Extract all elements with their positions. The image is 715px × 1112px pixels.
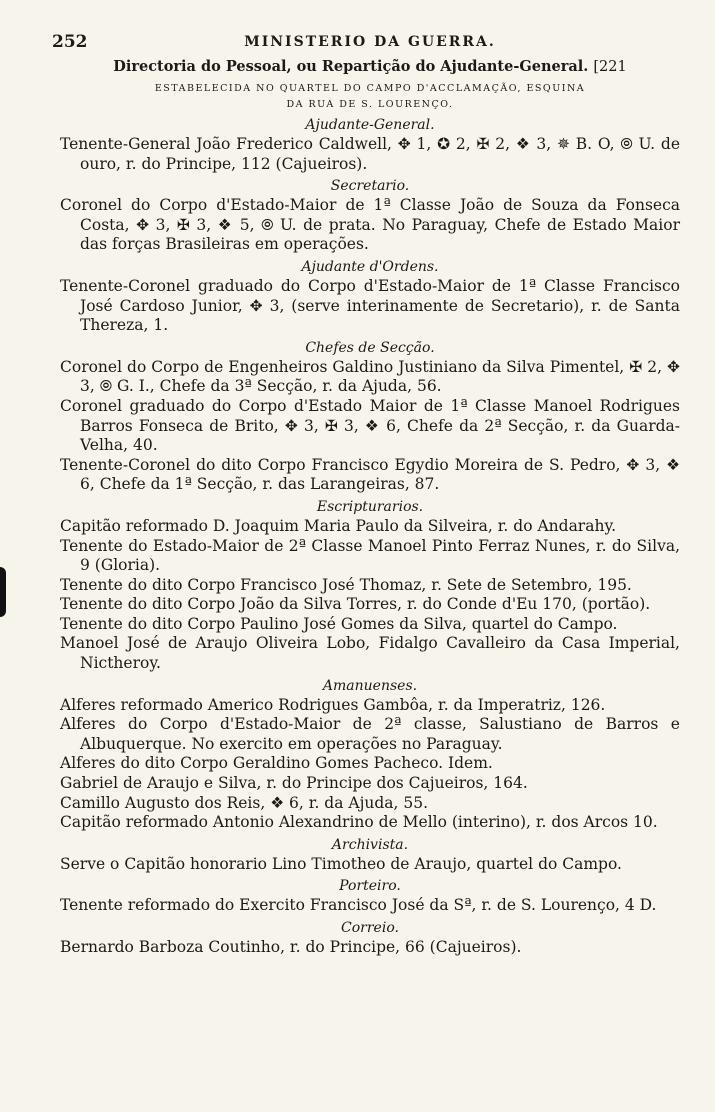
section-title-amanuenses: Amanuenses. xyxy=(322,677,418,694)
section-title-porteiro: Porteiro. xyxy=(339,878,401,895)
section-title-ajudante-general: Ajudante-General. xyxy=(305,117,435,133)
list-entry: Tenente do dito Corpo João da Silva Torres, r. do Conde d'Eu 170, (portão). xyxy=(60,595,651,614)
ink-blot xyxy=(0,567,6,617)
list-entry: Tenente-Coronel graduado do Corpo d'Estado-Maior de 1ª Classe Francisco José Cardoso Junior, ✥ 3, (serve interinamente de Secretario), r. de Santa Thereza, 1. xyxy=(60,276,680,335)
department-title: Directoria do Pessoal, ou Repartição do Ajudante-General. xyxy=(113,58,589,75)
section-title-escripturarios: Escripturarios. xyxy=(316,498,424,515)
section-title-archivista: Archivista. xyxy=(331,836,409,853)
list-entry: Gabriel de Araujo e Silva, r. do Principe dos Cajueiros, 164. xyxy=(60,774,528,793)
department-heading xyxy=(60,57,680,77)
list-entry: Serve o Capitão honorario Lino Timotheo de Araujo, quartel do Campo. xyxy=(60,854,622,873)
department-ref: [221 xyxy=(593,59,627,75)
list-entry: Alferes do Corpo d'Estado-Maior de 2ª classe, Salustiano de Barros e Albuquerque. No exercito em operações no Paraguay. xyxy=(60,715,680,753)
list-entry: Tenente do dito Corpo Francisco José Thomaz, r. Sete de Setembro, 195. xyxy=(60,575,632,594)
establishment-line-2: DA RUA DE S. LOURENÇO. xyxy=(286,99,454,110)
running-title: MINISTERIO DA GUERRA. xyxy=(244,34,496,50)
list-entry: Capitão reformado Antonio Alexandrino de Mello (interino), r. dos Arcos 10. xyxy=(60,813,658,832)
section-title-chefes-seccao: Chefes de Secção. xyxy=(305,339,435,356)
list-entry: Tenente-General João Frederico Caldwell, ✥ 1, ✪ 2, ✠ 2, ❖ 3, ✵ B. O, ⦾ U. de ouro, r. do Principe, 112 (Cajueiros). xyxy=(60,135,680,173)
list-entry: Bernardo Barboza Coutinho, r. do Principe, 66 (Cajueiros). xyxy=(60,938,522,956)
list-entry: Alferes reformado Americo Rodrigues Gambôa, r. da Imperatriz, 126. xyxy=(60,695,606,714)
list-entry: Capitão reformado D. Joaquim Maria Paulo da Silveira, r. do Andarahy. xyxy=(60,516,617,535)
almanac-page xyxy=(52,30,680,958)
list-entry: Coronel do Corpo de Engenheiros Galdino Justiniano da Silva Pimentel, ✠ 2, ✥ 3, ⦾ G. I., Chefe da 3ª Secção, r. da Ajuda, 56. xyxy=(60,357,680,396)
establishment-line-1: ESTABELECIDA NO QUARTEL DO CAMPO D'ACCLAMAÇÃO, ESQUINA xyxy=(154,83,586,94)
establishment-note xyxy=(60,81,680,113)
list-entry: Tenente reformado do Exercito Francisco José da Sª, r. de S. Lourenço, 4 D. xyxy=(60,896,657,915)
section-title-secretario: Secretario. xyxy=(330,178,410,195)
list-entry: Coronel do Corpo d'Estado-Maior de 1ª Classe João de Souza da Fonseca Costa, ✥ 3, ✠ 3, ❖ 5, ⦾ U. de prata. No Paraguay, Chefe de Estado Maior das forças Brasileiras em operações. xyxy=(60,196,680,254)
list-entry: Alferes do dito Corpo Geraldino Gomes Pacheco. Idem. xyxy=(60,754,493,773)
list-entry: Camillo Augusto dos Reis, ❖ 6, r. da Ajuda, 55. xyxy=(60,793,429,812)
list-entry: Coronel graduado do Corpo d'Estado Maior de 1ª Classe Manoel Rodrigues Barros Fonseca de Brito, ✥ 3, ✠ 3, ❖ 6, Chefe da 2ª Secção, r. da Guarda-Velha, 40. xyxy=(60,396,680,455)
section-title-ajudante-ordens: Ajudante d'Ordens. xyxy=(301,258,439,275)
list-entry: Manoel José de Araujo Oliveira Lobo, Fidalgo Cavalleiro da Casa Imperial, Nictheroy. xyxy=(60,634,680,673)
list-entry: Tenente do dito Corpo Paulino José Gomes da Silva, quartel do Campo. xyxy=(60,614,618,633)
page-header xyxy=(52,30,680,54)
list-entry: Tenente do Estado-Maior de 2ª Classe Manoel Pinto Ferraz Nunes, r. do Silva, 9 (Gloria). xyxy=(60,536,680,575)
list-entry: Tenente-Coronel do dito Corpo Francisco Egydio Moreira de S. Pedro, ✥ 3, ❖ 6, Chefe da 1ª Secção, r. das Larangeiras, 87. xyxy=(60,455,680,494)
page-number: 252 xyxy=(52,32,88,52)
section-title-correio: Correio. xyxy=(341,920,399,936)
